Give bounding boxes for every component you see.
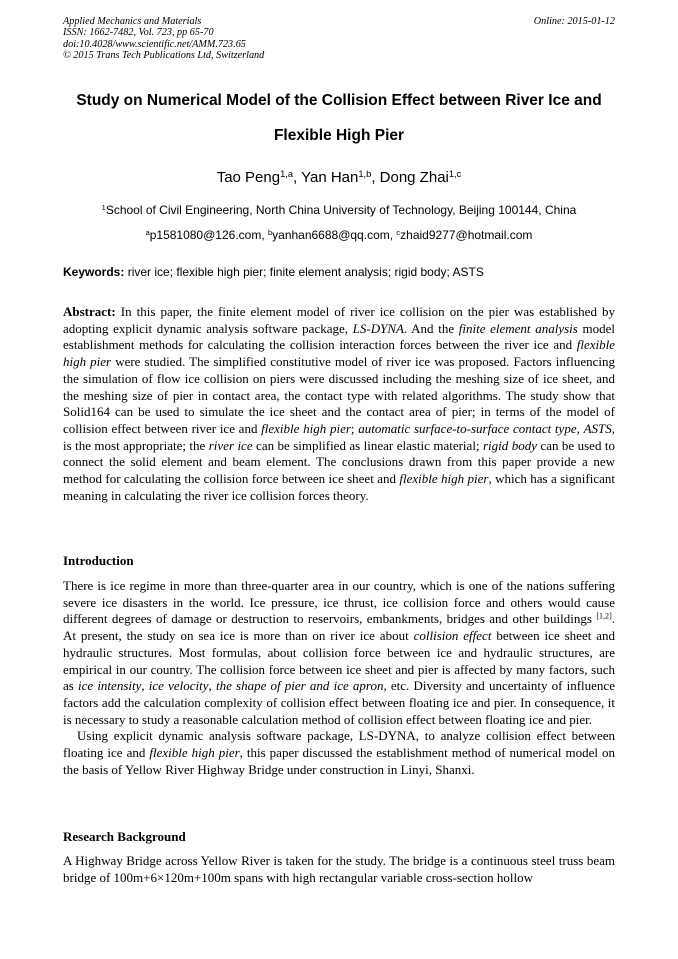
intro-emphasis: ice intensity [78, 678, 142, 694]
intro-text: . At present, the study on sea ice is more than on river ice about [63, 611, 615, 644]
abstract-emphasis: automatic surface-to-surface contact type [358, 420, 577, 436]
intro-emphasis: flexible high pier [149, 745, 240, 761]
email-list: $^a$p1581080@126.com, $^b$yanhan6688@qq.com, $^c$zhaid9277@hotmail.com [145, 227, 533, 242]
paper-title-line-1: Study on Numerical Model of the Collision Effect between River Ice and [76, 92, 602, 109]
abstract-text: , [576, 420, 584, 436]
author-name: Yan Han [301, 169, 359, 186]
abstract-emphasis: river ice [208, 437, 253, 453]
email-sup: b [268, 227, 273, 237]
email-link[interactable]: p1581080@126.com [149, 228, 262, 242]
intro-text: Using explicit dynamic analysis software package, LS-DYNA, to analyze collision effect between floating ice and [63, 728, 615, 761]
affiliation [40, 203, 638, 217]
intro-text: , this paper discussed the establishment method of numerical model on the basis of Yellow River Highway Bridge under construction in Linyi, Shanxi. [63, 745, 615, 777]
abstract-text: can be used to connect the solid element and beam element. The conclusions drawn from this paper provide a new method for calculating the collision force between ice sheet and [63, 437, 615, 487]
intro-emphasis: ice velocity [148, 678, 209, 694]
research-background-paragraph: A Highway Bridge across Yellow River is taken for the study. The bridge is a continuous steel truss beam bridge of 100m+6×120m+100m spans with high rectangular variable cross-section hollow [63, 853, 615, 885]
abstract-emphasis: ASTS [583, 420, 612, 436]
abstract [63, 304, 615, 504]
online-date: Online: 2015-01-12 [533, 16, 615, 27]
author-name: Dong Zhai [379, 169, 449, 186]
abstract-text: were studied. The simplified constitutive model of river ice was proposed. Factors influencing the simulation of flow ice collision on piers were discussed including the meshing size of ice sheet, and the meshing size of pier in contact area, the contact type with related algorithms. The study show that Solid164 can be used to simulate the ice sheet and the contact area of pier; in terms of the model of collision effect between river ice and [63, 354, 615, 436]
author-sup: 1,c [448, 168, 462, 179]
intro-text: , etc. Diversity and uncertainty of influence factors add the calculation complexity of collision effect between floating ice and pier. In consequence, it is necessary to study a reasonable calculation method of collision effect between floating ice and pier. [63, 678, 615, 727]
introduction-body [63, 578, 615, 778]
abstract-emphasis: flexible high pier [399, 471, 489, 487]
abstract-text: can be simplified as linear elastic material; [252, 437, 483, 453]
intro-text: between ice sheet and hydraulic structures. Most formulas, about collision force between ice and hydraulic structures, are empirical in our country. The collision force between ice sheet and pier is affected by many factors, such as [63, 628, 615, 694]
issn-line: ISSN: 1662-7482, Vol. 723, pp 65-70 [63, 27, 214, 39]
intro-text: , [141, 678, 149, 694]
abstract-emphasis: flexible high pier [63, 337, 615, 370]
author-name: Tao Peng [216, 169, 281, 186]
email-sup: c [396, 227, 401, 237]
doi-line: doi:10.4028/www.scientific.net/AMM.723.65 [63, 38, 246, 50]
affiliation-text: School of Civil Engineering, North China University of Technology, Beijing 100144, China [105, 203, 577, 217]
abstract-text: , which has a significant meaning in calculating the river ice collision forces theory. [63, 471, 615, 503]
intro-text: There is ice regime in more than three-quarter area in our country, which is one of the nations suffering severe ice disasters in the world. Ice pressure, ice thrust, ice collision force and others would cause different degrees of damage or destruction to reservoirs, embankments, bridges and other buildings [63, 578, 615, 627]
journal-name: Applied Mechanics and Materials [63, 16, 202, 27]
section-heading-introduction: Introduction [63, 553, 134, 568]
abstract-text: , is the most appropriate; the [63, 420, 615, 453]
copyright-line: © 2015 Trans Tech Publications Ltd, Switzerland [63, 50, 265, 62]
keywords-text: river ice; flexible high pier; finite element analysis; rigid body; ASTS [127, 265, 484, 279]
email-link[interactable]: yanhan6688@qq.com [272, 228, 390, 242]
abstract-text: In this paper, the finite element model of river ice collision on the pier was established by adopting explicit dynamic analysis software package, [63, 304, 615, 336]
keywords [63, 265, 615, 279]
email-link[interactable]: zhaid9277@hotmail.com [400, 228, 533, 242]
abstract-emphasis: finite element analysis [458, 320, 578, 336]
abstract-emphasis: flexible high pier [261, 420, 351, 436]
intro-paragraph-1 [63, 578, 615, 728]
author-sup: 1,a [280, 168, 294, 179]
paper-title-line-2: Flexible High Pier [273, 127, 405, 144]
email-sup: a [145, 227, 150, 237]
intro-emphasis: collision effect [413, 628, 492, 644]
intro-emphasis: the shape of pier and ice apron [215, 678, 384, 694]
citation-ref[interactable]: [1,2] [596, 611, 612, 621]
author-sup: 1,b [358, 168, 372, 179]
section-heading-research-background: Research Background [63, 829, 186, 844]
abstract-emphasis: rigid body [482, 437, 537, 453]
intro-paragraph-2 [63, 728, 615, 778]
abstract-emphasis: LS-DYNA [352, 320, 404, 336]
intro-text: , [208, 678, 216, 694]
abstract-text: model establishment methods for calculating the collision interaction forces between the river ice and [63, 320, 615, 353]
author-list: Tao Peng$^{1,a}$, Yan Han$^{1,b}$, Dong Zhai$^{1,c}$ [216, 168, 462, 186]
research-background-body [63, 853, 615, 886]
journal-header [63, 16, 615, 62]
abstract-text: ; [350, 420, 359, 436]
abstract-text: . And the [403, 320, 459, 336]
keywords-label: Keywords: [63, 265, 125, 279]
abstract-label: Abstract: [63, 304, 116, 319]
affiliation-sup: 1 [101, 202, 106, 212]
